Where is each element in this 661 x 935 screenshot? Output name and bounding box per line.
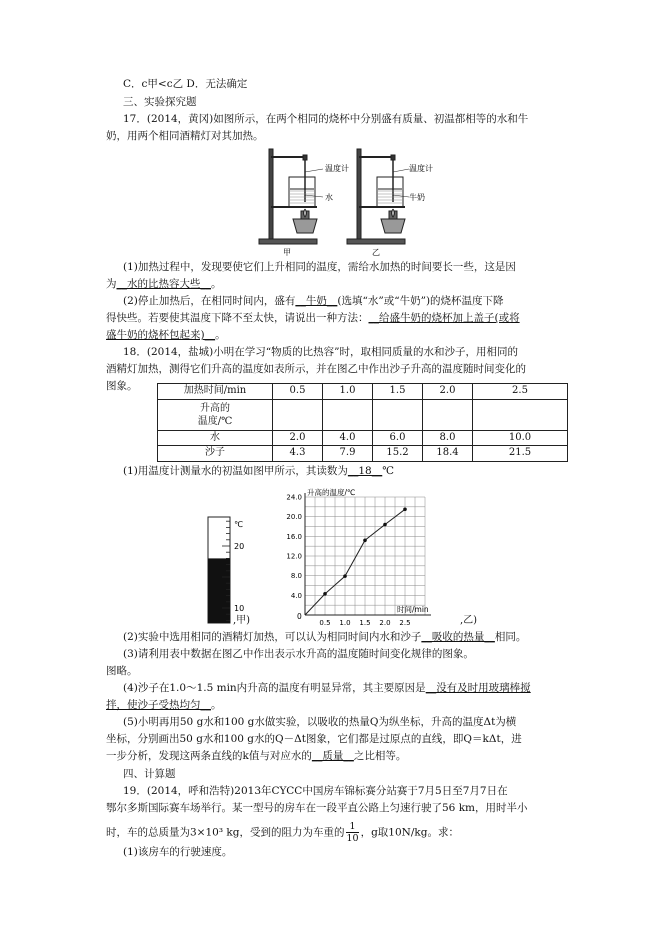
chart-data-point bbox=[343, 574, 347, 578]
q17-part2-answer2a: __给盛牛奶的烧杯加上盖子(或将 bbox=[368, 312, 520, 324]
table-cell: 1.5 bbox=[373, 384, 423, 400]
chart-origin-label: 0 bbox=[297, 612, 302, 621]
table-header-rise-2: 温度/℃ bbox=[197, 415, 233, 427]
table-cell: 2.5 bbox=[473, 384, 568, 400]
label-thermometer: 温度计 bbox=[325, 164, 349, 173]
chart-ytick-label: 24.0 bbox=[286, 493, 302, 502]
temperature-time-chart bbox=[270, 487, 470, 627]
q17-part1-suffix: 。 bbox=[211, 278, 222, 290]
table-cell: 0.5 bbox=[273, 384, 323, 400]
q18-part5-line2: 坐标，分别画出50 g水和100 g水的Q－Δt图象，它们都是过原点的直线，即Q＝kΔt，进 bbox=[106, 733, 522, 745]
label-water: 水 bbox=[325, 193, 333, 202]
q18-line1: 18．(2014，盐城)小明在学习“物质的比热容”时，取相同质量的水和沙子，用相同的 bbox=[123, 346, 519, 358]
q18-part1-question: (1)用温度计测量水的初温如图甲所示，其读数为 bbox=[123, 465, 348, 477]
q17-part2-line3 bbox=[106, 328, 226, 343]
chart-ytick-label: 8.0 bbox=[290, 572, 302, 581]
q17-line2: 奶，用两个相同酒精灯对其加热。 bbox=[106, 130, 264, 142]
q18-line2: 酒精灯加热，测得它们升高的温度如表所示，并在图乙中作出沙子升高的温度随时间变化的 bbox=[106, 363, 526, 375]
table-row-sand bbox=[158, 446, 568, 462]
chart-xtick-label: 0.5 bbox=[319, 619, 331, 627]
table-cell: 10.0 bbox=[473, 430, 568, 446]
label-milk: 牛奶 bbox=[409, 193, 425, 202]
chart-xtick-label: 2.0 bbox=[379, 619, 391, 627]
q18-part4-line1 bbox=[123, 681, 531, 696]
q18-part2-answer: __吸收的热量__ bbox=[421, 631, 495, 643]
q19-part1: (1)该房车的行驶速度。 bbox=[123, 846, 233, 858]
q19-fraction-numerator: 1 bbox=[346, 821, 358, 833]
q18-part2-question: (2)实验中选用相同的酒精灯加热，可以认为相同时间内水和沙子 bbox=[123, 631, 422, 643]
chart-ytick-label: 12.0 bbox=[286, 552, 302, 561]
q18-part3-answer: 图略。 bbox=[106, 665, 138, 677]
label-jia: 甲 bbox=[283, 248, 291, 257]
label-thermometer-2: 温度计 bbox=[409, 164, 433, 173]
q17-part1-line1: (1)加热过程中，发现要使它们上升相同的温度，需给水加热的时间要长一些，这是因 bbox=[123, 261, 516, 273]
table-row-rise-header bbox=[158, 399, 568, 430]
thermometer-figure bbox=[200, 515, 270, 630]
table-row-water bbox=[158, 430, 568, 446]
thermometer-unit: ℃ bbox=[234, 520, 243, 529]
q19-line3 bbox=[106, 821, 459, 844]
q17-part2-end: 。 bbox=[215, 329, 226, 341]
table-header-rise-1: 升高的 bbox=[200, 402, 230, 414]
table-cell: 4.0 bbox=[323, 430, 373, 446]
q17-line1: 17．(2014，黄冈)如图所示，在两个相同的烧杯中分别盛有质量、初温都相等的水和牛 bbox=[123, 113, 529, 125]
q18-part4-line2 bbox=[106, 698, 222, 713]
figure-label-yi: ,乙) bbox=[460, 615, 478, 626]
table-cell: 1.0 bbox=[323, 384, 373, 400]
table-cell: 2.0 bbox=[273, 430, 323, 446]
q18-part2-suffix: 相同。 bbox=[494, 631, 527, 643]
q17-part2-answer2b: 盛牛奶的烧杯包起来)__ bbox=[106, 329, 216, 341]
q18-part1 bbox=[123, 464, 394, 479]
table-row-label: 沙子 bbox=[158, 446, 273, 462]
table-cell: 8.0 bbox=[423, 430, 473, 446]
thermometer-tick-20: 20 bbox=[234, 542, 245, 551]
q18-part4-answer-b: 拌，使沙子受热均匀__ bbox=[106, 699, 211, 711]
q18-part5-line1: (5)小明再用50 g水和100 g水做实验，以吸收的热量Q为纵坐标，升高的温度Δt为横 bbox=[123, 716, 517, 728]
thermometer-liquid bbox=[208, 558, 230, 623]
chart-data-point bbox=[323, 592, 327, 596]
q18-part5-question: 一步分析，发现这两条直线的k值与对应水的 bbox=[106, 750, 312, 762]
q18-data-table bbox=[157, 383, 568, 462]
q19-line2: 鄂尔多斯国际赛车场举行。某一型号的房车在一段平直公路上匀速行驶了56 km，用时半小 bbox=[106, 802, 528, 814]
chart-data-point bbox=[383, 523, 387, 527]
chart-ylabel: 升高的温度/℃ bbox=[307, 488, 356, 497]
table-row-label: 水 bbox=[158, 430, 273, 446]
q17-part2-prefix: (2)停止加热后，在相同时间内，盛有 bbox=[123, 295, 296, 307]
q18-part4-question: (4)沙子在1.0～1.5 min内升高的温度有明显异常，其主要原因是 bbox=[123, 682, 426, 694]
q19-fraction bbox=[346, 821, 358, 844]
q18-line3: 图象。 bbox=[106, 380, 138, 392]
q19-line1: 19．(2014，呼和浩特)2013年CYCC中国房车锦标赛分站赛于7月5日至7月7日在 bbox=[123, 785, 508, 797]
q17-apparatus-figure bbox=[255, 147, 433, 257]
q18-part1-answer: __18__ bbox=[347, 465, 383, 477]
table-cell: 6.0 bbox=[373, 430, 423, 446]
chart-ytick-label: 4.0 bbox=[290, 591, 302, 600]
chart-data-point bbox=[363, 538, 367, 542]
chart-xtick-label: 1.0 bbox=[339, 619, 351, 627]
section-heading-experiment: 三、实验探究题 bbox=[123, 96, 197, 108]
chart-xlabel: 时间/min bbox=[397, 605, 429, 614]
q19-line3-text: 时，车的总质量为3×10³ kg，受到的阻力为车重的 bbox=[106, 826, 345, 839]
q17-part1-prefix: 为 bbox=[106, 278, 117, 290]
table-header-rise bbox=[158, 399, 273, 430]
figure-label-jia: ,甲) bbox=[233, 615, 251, 626]
apparatus-yi bbox=[347, 149, 409, 244]
table-cell: 2.0 bbox=[423, 384, 473, 400]
q18-part3: (3)请利用表中数据在图乙中作出表示水升高的温度随时间变化规律的图象。 bbox=[123, 648, 474, 660]
chart-xtick-label: 2.5 bbox=[399, 619, 411, 627]
table-cell: 7.9 bbox=[323, 446, 373, 462]
q18-part5-line3 bbox=[106, 749, 406, 764]
chart-ytick-label: 20.0 bbox=[286, 513, 302, 522]
q18-part2 bbox=[123, 630, 526, 645]
q19-fraction-denominator: 10 bbox=[346, 833, 359, 844]
thermometer-tick-10: 10 bbox=[234, 604, 245, 613]
table-header-time: 加热时间/min bbox=[158, 384, 273, 400]
q18-part5-suffix: 之比相等。 bbox=[353, 750, 407, 762]
q17-part2-line1 bbox=[123, 294, 504, 309]
chart-ytick-label: 16.0 bbox=[286, 532, 302, 541]
q19-line3-end: ，g取10N/kg。求： bbox=[360, 826, 459, 839]
q18-part4-answer-a: __没有及时用玻璃棒搅 bbox=[425, 682, 531, 694]
table-cell: 15.2 bbox=[373, 446, 423, 462]
q17-part1-answer: __水的比热容大些__ bbox=[116, 278, 211, 290]
table-row-time bbox=[158, 384, 568, 400]
q18-part1-unit: ℃ bbox=[382, 465, 394, 477]
q17-part2-suffix: (选填“水”或“牛奶”)的烧杯温度下降 bbox=[337, 295, 504, 307]
q17-part2-question: 得快些。若要使其温度下降不至太快，请说出一种方法： bbox=[106, 312, 369, 324]
option-cd: C．c甲<c乙 D．无法确定 bbox=[123, 78, 248, 90]
chart-xtick-label: 1.5 bbox=[359, 619, 371, 627]
q17-part2-answer1: __牛奶__ bbox=[295, 295, 338, 307]
chart-data-point bbox=[403, 507, 407, 511]
q18-part5-answer: __质量__ bbox=[311, 750, 354, 762]
section-heading-calculation: 四、计算题 bbox=[123, 768, 176, 780]
q18-part4-suffix: 。 bbox=[211, 699, 222, 711]
q17-part2-line2 bbox=[106, 311, 520, 326]
table-cell: 21.5 bbox=[473, 446, 568, 462]
table-cell: 4.3 bbox=[273, 446, 323, 462]
q17-part1-line2 bbox=[106, 277, 222, 292]
label-yi: 乙 bbox=[372, 248, 380, 257]
table-cell: 18.4 bbox=[423, 446, 473, 462]
apparatus-jia bbox=[259, 149, 323, 244]
